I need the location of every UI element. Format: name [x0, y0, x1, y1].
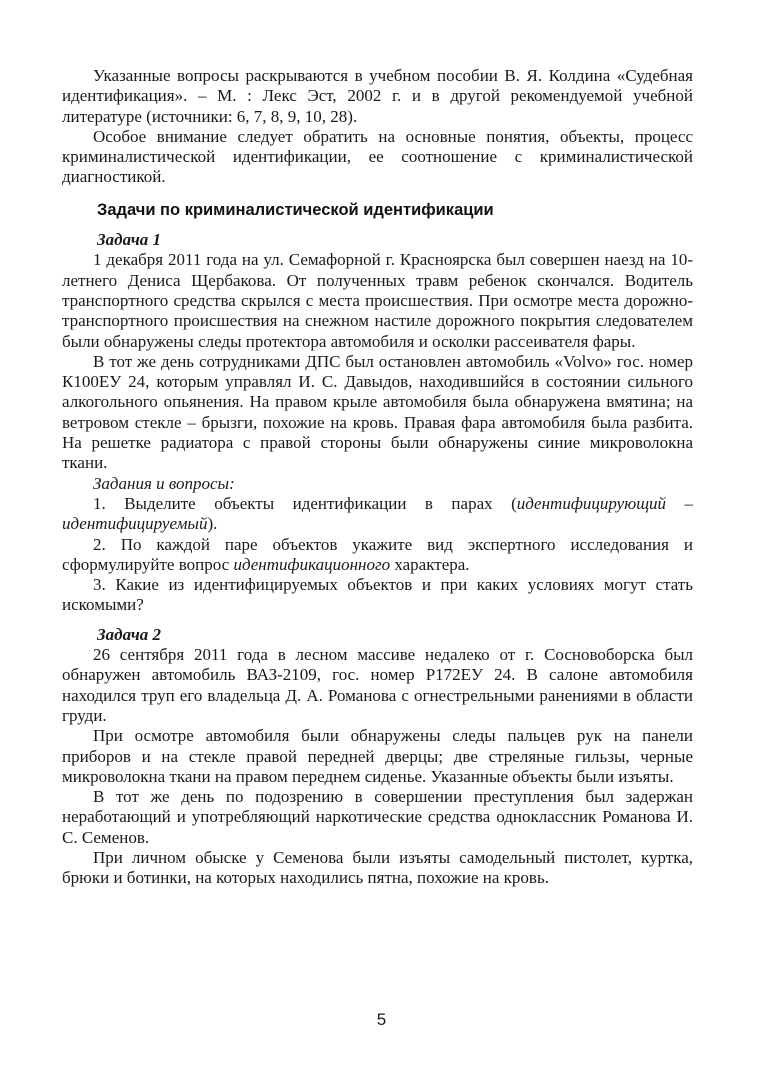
- task2-paragraph-3: В тот же день по подозрению в совершении преступления был задержан неработающий и употребляющий наркотические средства одноклассник Романова И. С. Семенов.: [62, 787, 693, 847]
- task1-paragraph-2: В тот же день сотрудниками ДПС был остановлен автомобиль «Volvo» гос. номер К100ЕУ 24, которым управлял И. С. Давыдов, находившийся в состоянии сильного алкогольного опьянения. На правом крыле автомобиля была обнаружена вмятина; на ветровом стекле – брызги, похожие на кровь. Правая фара автомобиля была разбита. На решетке радиатора с правой стороны были обнаружены синие микроволокна ткани.: [62, 351, 693, 473]
- section-heading: Задачи по криминалистической идентификации: [97, 200, 494, 219]
- task2-title: Задача 2: [97, 624, 162, 644]
- page-number: 5: [376, 1010, 387, 1029]
- task2-paragraph-1: 26 сентября 2011 года в лесном массиве недалеко от г. Сосновоборска был обнаружен автомобиль ВАЗ-2109, гос. номер Р172ЕУ 24. В салоне автомобиля находился труп его владельца Д. А. Романова с огнестрельными ранениями в области груди.: [62, 645, 693, 725]
- task1-questions-label: Задания и вопросы:: [93, 473, 235, 493]
- task2-paragraph-4: При личном обыске у Семенова были изъяты самодельный пистолет, куртка, брюки и ботинки, на которых находились пятна, похожие на кровь.: [62, 847, 693, 888]
- task1-question-2: [62, 535, 693, 576]
- text-block: [62, 66, 693, 889]
- question-2-text-end: характера.: [390, 554, 470, 574]
- intro-paragraph-2: Особое внимание следует обратить на основные понятия, объекты, процесс криминалистической идентификации, ее соотношение с криминалистической диагностикой.: [62, 126, 693, 187]
- intro-paragraph-1: Указанные вопросы раскрываются в учебном пособии В. Я. Колдина «Судебная идентификация». – М. : Лекс Эст, 2002 г. и в другой рекомендуемой учебной литературе (источники: 6, 7, 8, 9, 10, 28).: [62, 66, 693, 126]
- task1-question-3: 3. Какие из идентифицируемых объектов и при каких условиях могут стать искомыми?: [62, 575, 693, 615]
- task1-title: Задача 1: [97, 230, 162, 250]
- task2-paragraph-2: При осмотре автомобиля были обнаружены следы пальцев рук на панели приборов и на стекле правой передней дверцы; две стреляные гильзы, черные микроволокна ткани на правом переднем сиденье. Указанные объекты были изъяты.: [62, 726, 693, 786]
- question-1-term: идентифицирующий – идентифицируемый: [62, 493, 693, 534]
- question-2-term: идентификационного: [233, 554, 391, 574]
- question-1-text: 1. Выделите объекты идентификации в парах (: [93, 493, 517, 513]
- task1-paragraph-1: 1 декабря 2011 года на ул. Семафорной г. Красноярска был совершен наезд на 10-летнего Дениса Щербакова. От полученных травм ребенок скончался. Водитель транспортного средства скрылся с места происшествия. При осмотре места дорожно-транспортного происшествия на снежном настиле дорожного покрытия следователем были обнаружены следы протектора автомобиля и осколки рассеивателя фары.: [62, 250, 693, 351]
- question-1-text-end: ).: [207, 514, 218, 534]
- task1-question-1: [62, 494, 693, 535]
- question-2-text: 2. По каждой паре объектов укажите вид экспертного исследования и сформулируйте вопрос: [62, 534, 693, 574]
